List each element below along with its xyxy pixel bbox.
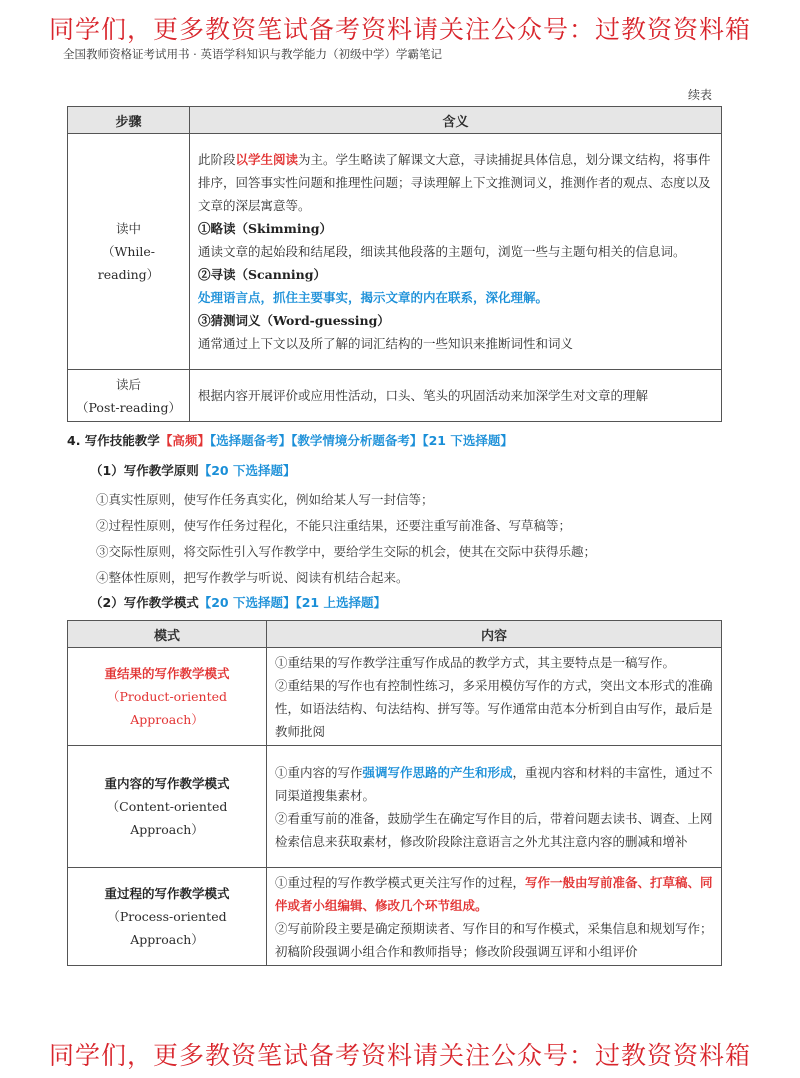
book-title-header: 全国教师资格证考试用书 · 英语学科知识与教学能力（初级中学）学霸笔记 [63,47,442,61]
tag-21-second-half: 【21 下选择题】 [422,433,513,448]
content-approach-cn: 重内容的写作教学模式 [104,776,230,791]
content-approach-label-cell [68,746,267,868]
content-p1-post: ，重视内容和材料的丰富性，通过不同渠道搜集素材。 [275,764,713,803]
section-4-title: 4. 写作技能教学 [67,433,160,448]
tag-high-frequency: 【高频】 [159,433,210,448]
product-approach-p1: ①重结果的写作教学注重写作成品的教学方式，其主要特点是一稿写作。 [275,654,676,670]
writing-principles-title: （1）写作教学原则 [90,463,199,478]
principle-item: ①真实性原则，使写作任务真实化，例如给某人写一封信等； [96,492,434,507]
intro-pre: 此阶段 [198,152,236,167]
product-approach-cn: 重结果的写作教学模式 [104,666,230,681]
scanning-heading: ②寻读（Scanning） [198,267,326,282]
product-approach-content-cell [267,648,722,746]
post-reading-en: （Post-reading） [76,399,181,415]
word-guessing-heading: ③猜测词义（Word-guessing） [198,313,390,328]
tag-choice-prep: 【选择题备考】 [209,433,292,448]
intro-post: 为主。学生略读了解课文大意，寻读捕捉具体信息，划分课文结构，将事件排序，回答事实性问题和推理性问题；寻读理解上下文推测词义，推测作者的观点、态度以及文章的深层寓意等。 [198,152,711,213]
product-approach-en: （Product-oriented Approach） [106,689,228,727]
post-reading-content-cell: 根据内容开展评价或应用性活动，口头、笔头的巩固活动来加深学生对文章的理解 [190,370,722,422]
word-guessing-text: 通常通过上下文以及所了解的词汇结构的一些知识来推断词性和词义 [198,336,574,351]
principle-item: ③交际性原则，将交际性引入写作教学中，要给学生交际的机会，使其在交际中获得乐趣； [96,544,597,559]
content-p1-pre: ①重内容的写作 [275,764,363,780]
process-approach-cn: 重过程的写作教学模式 [104,886,230,901]
process-approach-label-cell [68,868,267,966]
content-approach-p2: ②看重写前的准备，鼓励学生在确定写作目的后，带着问题去读书、调查、上网检索信息来获取素材，修改阶段除注意语言之外尤其注意内容的删减和增补 [275,810,713,849]
promo-banner-top: 同学们，更多教资笔试备考资料请关注公众号：过教资资料箱 [48,15,751,44]
principle-item: ②过程性原则，使写作任务过程化，不能只注重结果，还要注重写前准备、写草稿等； [96,518,572,533]
intro-highlight: 以学生阅读 [235,152,299,167]
product-approach-label-cell [68,648,267,746]
process-approach-en: （Process-oriented Approach） [107,909,227,947]
post-reading-label-cell [68,370,190,422]
while-reading-en: （While-reading） [97,244,160,282]
skimming-heading: ①略读（Skimming） [198,221,332,236]
process-approach-p1 [275,871,713,917]
section-4-heading [67,431,513,449]
writing-principles-tag: 【20 下选择题】 [198,463,296,478]
content-p1-highlight: 强调写作思路的产生和形成 [362,764,513,780]
while-reading-content-cell [190,134,722,370]
writing-modes-tag-1: 【20 下选择题】 [198,595,296,610]
scanning-text: 处理语言点，抓住主要事实，揭示文章的内在联系，深化理解。 [198,290,549,305]
content-approach-content-cell [267,746,722,868]
reading-steps-table [67,106,722,422]
continued-label: 续表 [687,88,712,102]
while-reading-intro [198,148,713,217]
writing-modes-table [67,620,722,966]
product-approach-p2: ②重结果的写作也有控制性练习，多采用模仿写作的方式，突出文本形式的准确性，如语法结构、句法结构、拼写等。写作通常由范本分析到自由写作，最后是教师批阅 [275,677,713,739]
writing-principles-heading [90,461,295,479]
promo-banner-bottom: 同学们，更多教资笔试备考资料请关注公众号：过教资资料箱 [48,1041,751,1070]
content-approach-en: （Content-oriented Approach） [106,799,228,837]
column-header-mode: 模式 [68,621,267,648]
while-reading-label-cell [68,134,190,370]
content-approach-p1 [275,761,713,807]
skimming-text: 通读文章的起始段和结尾段，细读其他段落的主题句，浏览一些与主题句相关的信息词。 [198,244,686,259]
principle-item: ④整体性原则，把写作教学与听说、阅读有机结合起来。 [96,570,409,585]
column-header-meaning: 含义 [190,107,722,134]
column-header-step: 步骤 [68,107,190,134]
tag-case-analysis-prep: 【教学情境分析题备考】 [291,433,423,448]
column-header-content: 内容 [267,621,722,648]
process-approach-content-cell [267,868,722,966]
post-reading-cn: 读后 [115,376,141,392]
writing-modes-title: （2）写作教学模式 [90,595,199,610]
writing-modes-heading [90,593,386,611]
process-p1-highlight: 写作一般由写前准备、打草稿、同伴或者小组编辑、修改几个环节组成。 [275,874,713,913]
while-reading-cn: 读中 [115,221,141,236]
writing-modes-tag-2: 【21 上选择题】 [295,595,386,610]
process-approach-p2: ②写前阶段主要是确定预期读者、写作目的和写作模式，采集信息和规划写作；初稿阶段强调小组合作和教师指导；修改阶段强调互评和小组评价 [275,920,713,959]
process-p1-pre: ①重过程的写作教学模式更关注写作的过程， [275,874,526,890]
